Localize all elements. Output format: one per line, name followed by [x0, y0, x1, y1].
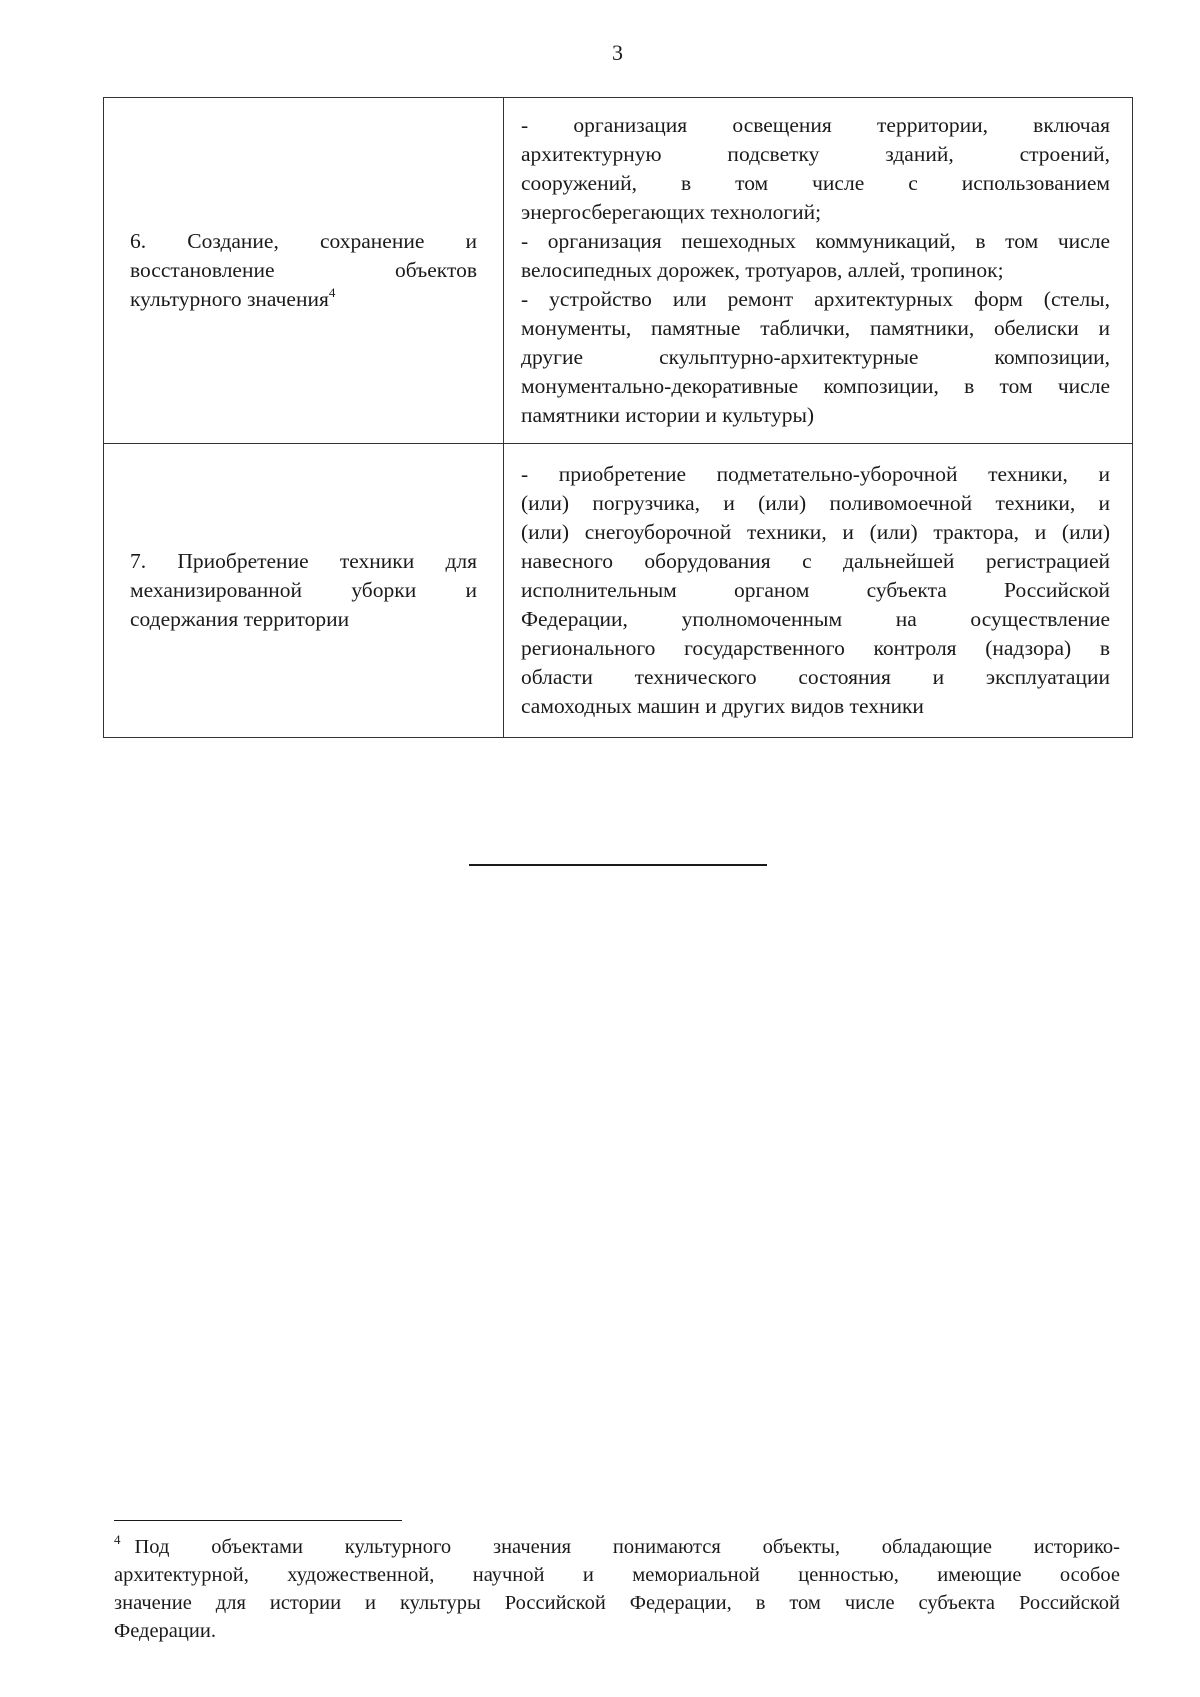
- measures-table: [103, 97, 1133, 738]
- text-line: самоходных машин и других видов техники: [521, 694, 924, 718]
- text-line: - организация освещения территории, включая: [521, 113, 1110, 137]
- text-line: 6. Создание, сохранение и: [130, 229, 477, 253]
- footnote: [114, 1533, 1120, 1645]
- text-line: энергосберегающих технологий;: [521, 200, 822, 224]
- text-line: - устройство или ремонт архитектурных форм (стелы,: [521, 287, 1110, 311]
- text-line: [130, 285, 477, 314]
- text-line: (или) снегоуборочной техники, и (или) трактора, и (или): [521, 520, 1110, 544]
- text-line: - организация пешеходных коммуникаций, в том числе: [521, 229, 1110, 253]
- text-line: регионального государственного контроля (надзора) в: [521, 636, 1110, 660]
- text-line: архитектурную подсветку зданий, строений,: [521, 142, 1110, 166]
- table-cell-measure: [104, 444, 504, 738]
- footnote-reference[interactable]: 4: [328, 285, 336, 300]
- text-line: сооружений, в том числе с использованием: [521, 171, 1110, 195]
- text-line: другие скульптурно-архитектурные композиции,: [521, 345, 1110, 369]
- text-line: - приобретение подметательно-уборочной техники, и: [521, 462, 1110, 486]
- page-number: 3: [612, 40, 623, 65]
- text-line: исполнительным органом субъекта Российской: [521, 578, 1110, 602]
- text-line: области технического состояния и эксплуатации: [521, 665, 1110, 689]
- end-of-table-rule: [469, 864, 767, 866]
- text-line: монументально-декоративные композиции, в том числе: [521, 374, 1110, 398]
- text-line: монументы, памятные таблички, памятники, обелиски и: [521, 316, 1110, 340]
- table-row: [104, 98, 1133, 444]
- table-cell-measure: [104, 98, 504, 444]
- text-line: архитектурной, художественной, научной и мемориальной ценностью, имеющие особое: [114, 1564, 1120, 1586]
- table-row: [104, 444, 1133, 738]
- footnote-text: Под объектами культурного значения понимаются объекты, обладающие историко-: [134, 1536, 1120, 1558]
- text-line: [114, 1533, 1120, 1561]
- footnote-separator: [114, 1520, 402, 1521]
- text-line: значение для истории и культуры Российской Федерации, в том числе субъекта Российской: [114, 1592, 1120, 1614]
- text-line: велосипедных дорожек, тротуаров, аллей, тропинок;: [521, 258, 1004, 282]
- footnote-mark: 4: [114, 1532, 121, 1547]
- text-line: навесного оборудования с дальнейшей регистрацией: [521, 549, 1110, 573]
- table-cell-description: [504, 98, 1133, 444]
- text-line: Федерации.: [114, 1620, 216, 1642]
- text-line: (или) погрузчика, и (или) поливомоечной техники, и: [521, 491, 1110, 515]
- text-line: восстановление объектов: [130, 258, 477, 282]
- table-cell-description: [504, 444, 1133, 738]
- text-line: Федерации, уполномоченным на осуществление: [521, 607, 1110, 631]
- text-line: памятники истории и культуры): [521, 403, 815, 427]
- text-line: механизированной уборки и: [130, 578, 477, 602]
- text-line: содержания территории: [130, 607, 350, 631]
- text-line: 7. Приобретение техники для: [130, 549, 477, 573]
- text-line-content: культурного значения: [130, 287, 329, 311]
